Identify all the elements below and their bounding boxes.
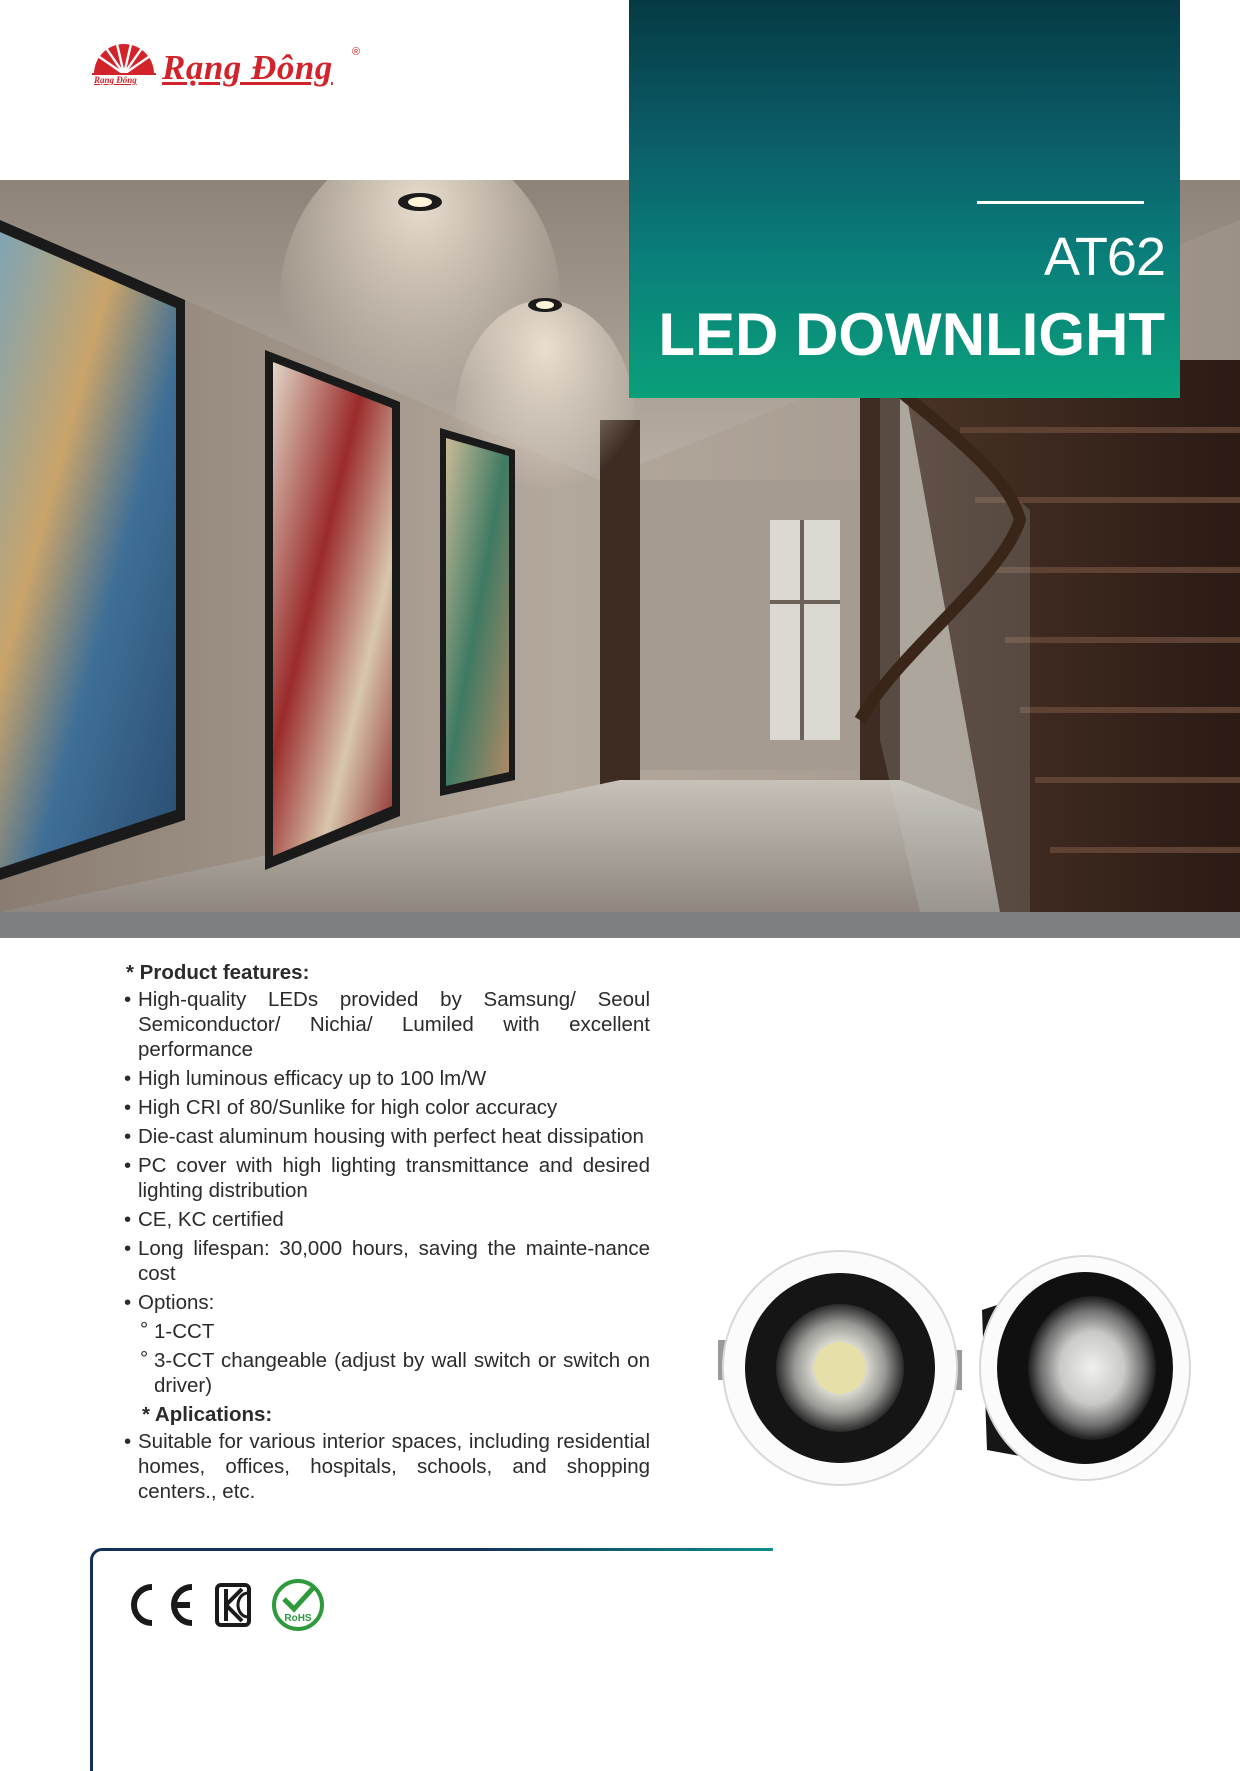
kc-mark-icon [217,1585,249,1625]
features-section [124,960,650,1508]
rohs-label: RoHS [284,1613,312,1624]
downlight-side-view [980,1256,1190,1480]
title-rule [977,201,1144,204]
hero-bottom-band [0,912,1240,938]
applications-list [124,1429,650,1504]
product-photo [712,1250,1192,1500]
brand-logo [90,40,380,110]
feature-item: • PC cover with high lighting transmittance and desired lighting distribution [124,1153,650,1203]
registered-mark: ® [352,46,361,58]
product-name: LED DOWNLIGHT [658,301,1165,368]
feature-item: • Long lifespan: 30,000 hours, saving the mainte-nance cost [124,1236,650,1286]
feature-item: • Die-cast aluminum housing with perfect heat dissipation [124,1124,650,1149]
certification-marks [122,1575,352,1635]
option-item: ° 3-CCT changeable (adjust by wall switch or switch on driver) [124,1348,650,1398]
feature-item-options: • Options: [124,1290,650,1315]
title-box [629,0,1180,398]
ce-mark-icon [134,1587,192,1623]
application-item: • Suitable for various interior spaces, including residential homes, offices, hospitals, schools, and shopping centers., etc. [124,1429,650,1504]
model-number: AT62 [1043,227,1165,287]
option-item: ° 1-CCT [124,1319,650,1344]
feature-item: • CE, KC certified [124,1207,650,1232]
features-list [124,987,650,1398]
brand-mini-name: Rạng Đông [94,75,137,85]
feature-item: • High-quality LEDs provided by Samsung/ Seoul Semiconductor/ Nichia/ Lumiled with excellent performance [124,987,650,1062]
feature-item: • High luminous efficacy up to 100 lm/W [124,1066,650,1091]
features-heading: * Product features: [126,961,310,984]
applications-heading: * Aplications: [142,1403,273,1426]
rohs-check-icon [274,1581,322,1629]
feature-item: • High CRI of 80/Sunlike for high color accuracy [124,1095,650,1120]
brand-wordmark: Rạng Đông [162,48,333,87]
bottom-frame-accent [473,1548,773,1551]
downlight-front-view [718,1251,962,1485]
